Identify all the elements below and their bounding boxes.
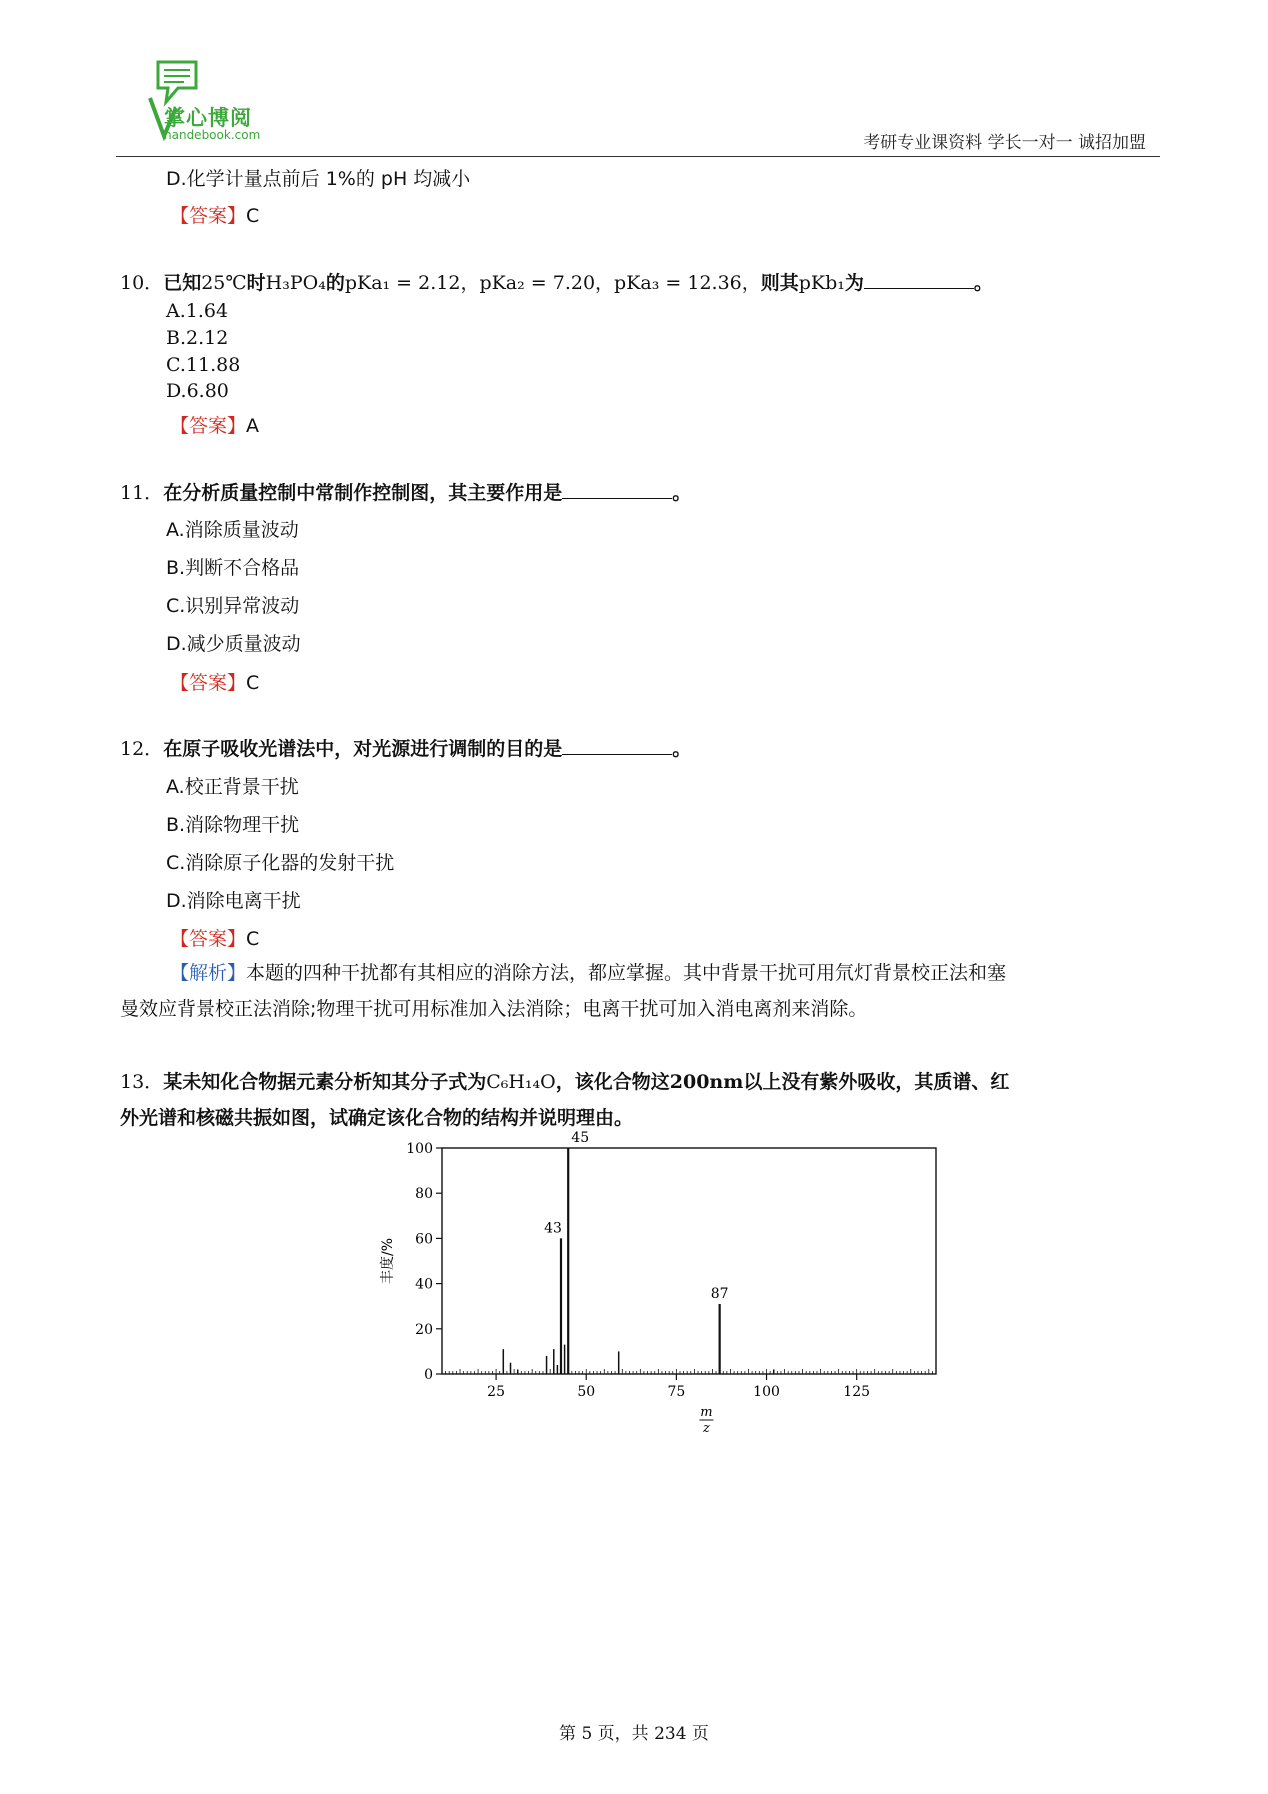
answer-blank — [864, 270, 974, 289]
q13-formula: C₆H₁₄O — [486, 1071, 556, 1093]
q10-text: 时 — [246, 272, 266, 294]
y-tick-label: 40 — [415, 1276, 433, 1293]
answer-blank — [562, 480, 672, 499]
y-tick-label: 80 — [415, 1186, 433, 1203]
peak-label: 87 — [710, 1285, 729, 1302]
q13-text: 某未知化合物据元素分析知其分子式为 — [163, 1071, 487, 1093]
y-tick-label: 20 — [415, 1321, 433, 1338]
q12-explanation — [120, 955, 1150, 1027]
answer-blank — [562, 736, 672, 755]
q12-answer — [170, 924, 259, 951]
answer-label: 【答案】 — [170, 672, 247, 694]
q10-pkb: pKb₁ — [798, 272, 845, 294]
mass-spectrum-chart — [380, 1130, 940, 1436]
x-axis-label-denominator: z — [703, 1421, 710, 1436]
question-number: 11． — [120, 482, 164, 504]
peak-label: 45 — [571, 1130, 590, 1146]
q10-temp: 25℃ — [201, 272, 247, 294]
answer-label: 【答案】 — [170, 928, 247, 950]
y-tick-label: 100 — [406, 1141, 433, 1157]
page-header — [116, 58, 1160, 158]
q11-stem — [120, 478, 691, 505]
explain-label: 【解析】 — [170, 962, 247, 984]
q9-answer — [170, 201, 259, 228]
q11-option-b: B.判断不合格品 — [166, 557, 300, 579]
q13-line-2: 外光谱和核磁共振如图，试确定该化合物的结构并说明理由。 — [120, 1107, 634, 1129]
answer-value: A — [246, 415, 260, 437]
answer-label: 【答案】 — [170, 415, 247, 437]
answer-value: C — [246, 205, 260, 227]
q10-stem — [120, 268, 993, 295]
question-number: 12． — [120, 738, 164, 760]
q13-wavelength: 200nm — [669, 1071, 744, 1093]
q11-answer — [170, 668, 259, 695]
q12-end: 。 — [672, 738, 692, 760]
q10-option-c: C.11.88 — [166, 354, 241, 376]
answer-value: C — [246, 928, 260, 950]
q9-option-d: D.化学计量点前后 1%的 pH 均减小 — [166, 168, 471, 190]
header-slogan: 考研专业课资料 学长一对一 诚招加盟 — [863, 133, 1146, 153]
y-tick-label: 0 — [424, 1367, 433, 1383]
q11-option-d: D.减少质量波动 — [166, 633, 301, 655]
question-number: 10． — [120, 272, 164, 294]
logo-text: 掌心博阅 — [164, 106, 252, 130]
q11-end: 。 — [672, 482, 692, 504]
q11-option-c: C.识别异常波动 — [166, 595, 300, 617]
answer-label: 【答案】 — [170, 205, 247, 227]
logo-url: handebook.com — [164, 128, 261, 142]
q10-formula: H₃PO₄ — [265, 272, 326, 294]
x-tick-label: 50 — [577, 1384, 596, 1400]
explain-line-2: 曼效应背景校正法消除;物理干扰可用标准加入法消除；电离干扰可加入消电离剂来消除。 — [120, 998, 868, 1020]
q10-end: 。 — [973, 272, 993, 294]
explain-line-1: 本题的四种干扰都有其相应的消除方法，都应掌握。其中背景干扰可用氘灯背景校正法和塞 — [246, 962, 1007, 984]
q10-text: 已知 — [163, 272, 202, 294]
x-tick-label: 100 — [753, 1384, 780, 1400]
x-tick-label: 25 — [487, 1384, 506, 1400]
y-axis-label: 丰度/% — [380, 1237, 396, 1285]
q11-text: 在分析质量控制中常制作控制图，其主要作用是 — [163, 482, 563, 504]
q12-text: 在原子吸收光谱法中，对光源进行调制的目的是 — [163, 738, 563, 760]
q10-text: 为 — [844, 272, 864, 294]
header-divider — [116, 156, 1160, 157]
q12-option-d: D.消除电离干扰 — [166, 890, 301, 912]
x-tick-label: 75 — [667, 1384, 686, 1400]
q13-text: 以上没有紫外吸收，其质谱、红 — [743, 1071, 1010, 1093]
page-footer: 第 5 页，共 234 页 — [559, 1724, 709, 1744]
q13-text: ，该化合物这 — [555, 1071, 670, 1093]
q10-option-b: B.2.12 — [166, 327, 229, 349]
q12-option-b: B.消除物理干扰 — [166, 814, 300, 836]
q10-text: 的 — [325, 272, 345, 294]
q13-stem — [120, 1064, 1160, 1136]
q10-answer — [170, 411, 259, 438]
q10-option-a: A.1.64 — [166, 300, 229, 322]
y-tick-label: 60 — [415, 1231, 433, 1248]
peak-label: 43 — [544, 1220, 562, 1237]
q10-pka-values: pKa₁ = 2.12，pKa₂ = 7.20，pKa₃ = 12.36， — [344, 272, 761, 294]
q12-stem — [120, 734, 691, 761]
q12-option-a: A.校正背景干扰 — [166, 776, 299, 798]
q10-option-d: D.6.80 — [166, 380, 229, 402]
q11-option-a: A.消除质量波动 — [166, 519, 299, 541]
plot-frame — [442, 1148, 936, 1374]
q12-option-c: C.消除原子化器的发射干扰 — [166, 852, 395, 874]
question-number: 13． — [120, 1071, 164, 1093]
q10-text: 则其 — [760, 272, 799, 294]
x-axis-label-numerator: m — [700, 1405, 713, 1420]
x-tick-label: 125 — [843, 1384, 871, 1400]
answer-value: C — [246, 672, 260, 694]
